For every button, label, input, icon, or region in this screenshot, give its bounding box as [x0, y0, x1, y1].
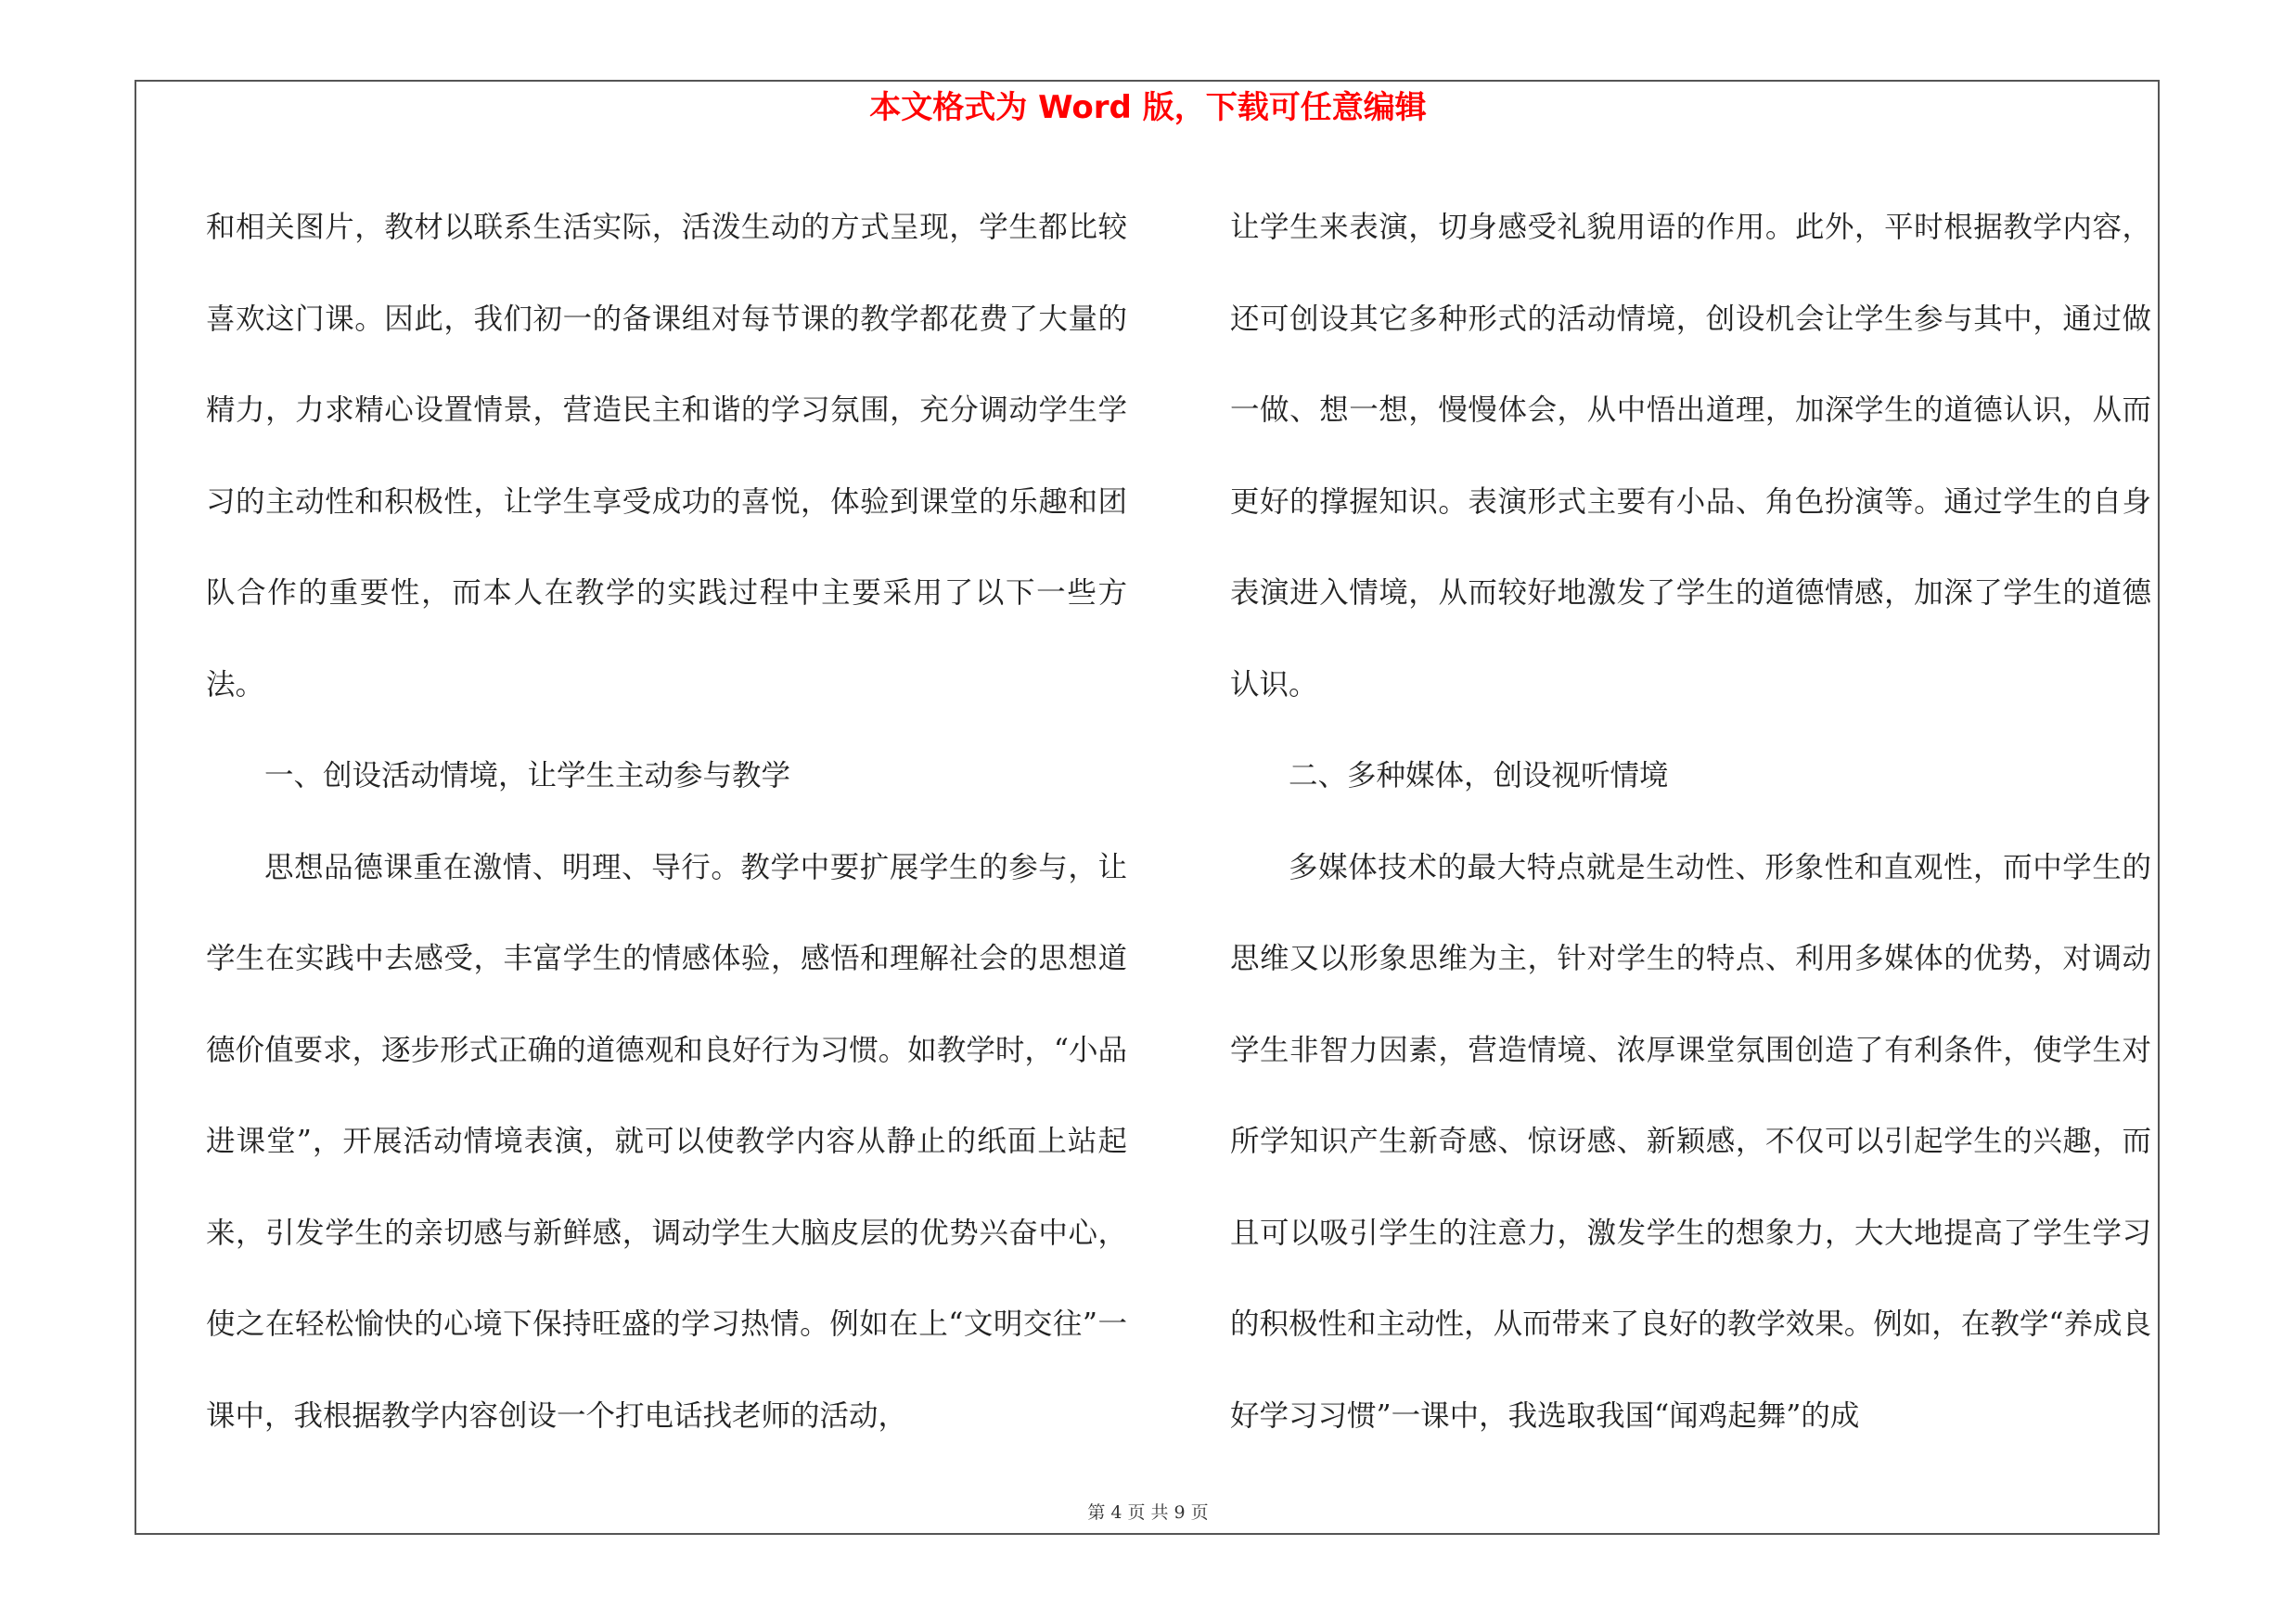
page-number: 第 4 页 共 9 页 — [1087, 1502, 1209, 1523]
section-heading-2: 二、多种媒体，创设视听情境 — [1289, 759, 1669, 792]
right-column — [1230, 182, 2151, 1481]
left-column — [206, 182, 1127, 1481]
right-paragraph-2: 多媒体技术的最大特点就是生动性、形象性和直观性，而中学生的思维又以形象思维为主，针对学生的特点、利用多媒体的优势，对调动学生非智力因素，营造情境、浓厚课堂氛围创造了有利条件，使学生对所学知识产生新奇感、惊讶感、新颖感，不仅可以引起学生的兴趣，而且可以吸引学生的注意力，激发学生的想象力，大大地提高了学生学习的积极性和主动性，从而带来了良好的教学效果。例如，在教学“养成良好学习习惯”一课中，我选取我国“闻鸡起舞”的成 — [1230, 850, 2151, 1433]
right-paragraph-1: 让学生来表演，切身感受礼貌用语的作用。此外，平时根据教学内容，还可创设其它多种形式的活动情境，创设机会让学生参与其中，通过做一做、想一想，慢慢体会，从中悟出道理，加深学生的道德认识，从而更好的撑握知识。表演形式主要有小品、角色扮演等。通过学生的自身表演进入情境，从而较好地激发了学生的道德情感，加深了学生的道德认识。 — [1230, 211, 2151, 702]
left-paragraph-1: 和相关图片，教材以联系生活实际，活泼生动的方式呈现，学生都比较喜欢这门课。因此，我们初一的备课组对每节课的教学都花费了大量的精力，力求精心设置情景，营造民主和谐的学习氛围，充分调动学生学习的主动性和积极性，让学生享受成功的喜悦，体验到课堂的乐趣和团队合作的重要性，而本人在教学的实践过程中主要采用了以下一些方法。 — [206, 211, 1127, 702]
section-heading-1: 一、创设活动情境，让学生主动参与教学 — [264, 759, 791, 792]
left-paragraph-2: 思想品德课重在激情、明理、导行。教学中要扩展学生的参与，让学生在实践中去感受，丰富学生的情感体验，感悟和理解社会的思想道德价值要求，逐步形式正确的道德观和良好行为习惯。如教学时，“小品进课堂”，开展活动情境表演，就可以使教学内容从静止的纸面上站起来，引发学生的亲切感与新鲜感，调动学生大脑皮层的优势兴奋中心，使之在轻松愉快的心境下保持旺盛的学习热情。例如在上“文明交往”一课中，我根据教学内容创设一个打电话找老师的活动， — [206, 850, 1127, 1433]
format-banner: 本文格式为 Word 版，下载可任意编辑 — [869, 89, 1427, 126]
